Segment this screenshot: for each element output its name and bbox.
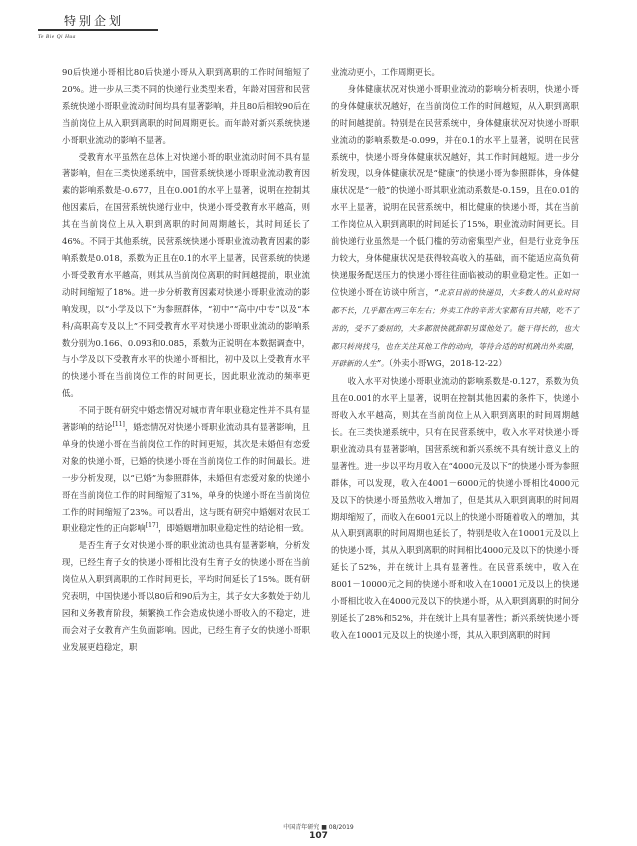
paragraph [62,402,310,537]
section-pinyin: Te Bie Qi Hua [38,34,76,40]
paragraph: 是否生育子女对快递小哥的职业流动也具有显著影响，分析发现，已经生育子女的快递小哥相比没有生育子女的快递小哥在当前岗位从入职到离职的工作时间更长，平均时间延长了15%。既有研究表明，中国快递小哥以80后和90后为主，其子女大多数处于幼儿园和义务教育阶段，频繁换工作会造成快递小哥收入的不稳定，进而会对子女教育产生负面影响。因此，已经生育子女的快递小哥职业发展更趋稳定，职 [62,540,310,652]
journal-name: 中国青年研究 [283,824,320,831]
page-number: 107 [309,831,328,841]
paragraph-text: ，即婚姻增加职业稳定性的结论相一致。 [158,523,309,534]
running-header [38,12,158,48]
left-column [62,64,310,656]
paragraph-text: 不同于既有研究中婚恋情况对城市青年职业稳定性并不具有显著影响的结论 [62,405,310,433]
paragraph: 收入水平对快递小哥职业流动的影响系数是-0.127，系数为负且在0.001的水平上显著，说明在控制其他因素的条件下，快递小哥收入水平越高，则其在当前岗位上从入职到离职的时间周期越长。在三类快递系统中，只有在民营系统中，收入水平对快递小哥职业流动具有显著影响，国营系统和新兴系统不具有统计意义上的显著性。进一步以平均月收入在“4000元及以下”的快递小哥为参照群体，可以发现，收入在4001－6000元的快递小哥相比4000元及以下的快递小哥虽然收入增加了，但是其从入职到离职的时间周期却缩短了，而收入在6001元以上的快递小哥随着收入的增加，其从入职到离职的时间周期也延长了，特别是收入在10001元及以上的快递小哥，其从入职到离职的时间相比4000元及以下的快递小哥延长了52%，并在统计上具有显著性。在民营系统中，收入在8001－10000元之间的快递小哥和收入在10001元及以上的快递小哥相比收入在4000元及以下的快递小哥，从入职到离职的时间分别延长了28%和52%，并在统计上具有显著性；新兴系统快递小哥收入在10001元及以上的快递小哥，其从入职到离职的时间 [331,376,579,640]
issue-number: 08/2019 [328,824,354,831]
quote-source: （外卖小哥WG，2018-12-22） [388,358,507,369]
right-column [331,64,579,644]
citation-ref: [17] [145,522,159,530]
paragraph: 90后快递小哥相比80后快递小哥从入职到离职的工作时间缩短了20%。进一步从三类不同的快递行业类型来看，年龄对国营和民营系统快递小哥职业流动时间均具有显著影响，并且80后相较90后在当前岗位上从入职到离职的时间周期更长。而年龄对新兴系统快递小哥职业流动的影响不显著。 [62,67,310,145]
paragraph: 受教育水平虽然在总体上对快递小哥的职业流动时间不具有显著影响，但在三类快递系统中，国营系统快递小哥职业流动教育因素的影响系数是-0.677，且在0.001的水平上显著，说明在控制其他因素后，在国营系统快递行业中，快递小哥受教育水平越高，则其在当前岗位上从入职到离职的时间周期越长，其时间延长了46%。不同于其他系统，民营系统快递小哥职业流动教育因素的影响系数是0.018，系数为正且在0.1的水平上显著，民营系统的快递小哥受教育水平越高，则其从当前岗位离职的时间越提前，职业流动时间缩短了18%。进一步分析教育因素对快递小哥职业流动的影响发现，以“小学及以下”为参照群体，“初中”“高中/中专”以及“本科/高职高专及以上”不同受教育水平对快递小哥职业流动的影响系数分别为0.166、0.093和0.085，系数为正说明在本数据调查中，与小学及以下受教育水平的快递小哥相比，初中及以上受教育水平的快递小哥在当前岗位工作的时间更长，因此职业流动的频率更低。 [62,151,310,399]
section-title: 特别企划 [64,14,125,28]
paragraph: 业流动更小，工作周期更长。 [331,67,440,77]
paragraph-text: 身体健康状况对快递小哥职业流动的影响分析表明，快递小哥的身体健康状况越好，在当前岗位工作的时间越短，从入职到离职的时间越提前。特别是在民营系统中，身体健康状况对快递小哥职业流动的影响系数是-0.099，并在0.1的水平上显著，说明在民营系统中，快递小哥身体健康状况越好，其工作时间越短。进一步分析发现，以身体健康状况是“健康”的快递小哥为参照群体，身体健康状况是“一般”的快递小哥其职业流动系数是-0.159，且在0.01的水平上显著，说明在民营系统中，相比健康的快递小哥，其在当前工作岗位从入职到离职的时间延长了15%，职业流动时间更长。目前快递行业虽然是一个低门槛的劳动密集型产业，但是行业竞争压力较大，身体健康状况是获得较高收入的基础，而不能适应高负荷快递服务配送压力的快递小哥往往面临被动的职业稳定性。正如一位快递小哥在访谈中所言， [331,83,579,297]
footer-line: 中国青年研究 ■ 08/2019 [283,824,354,831]
page-footer [0,822,637,842]
interview-quote: “北京目前的快递员，大多数人的从业时间都不长，几乎都在两三年左右；外卖工作的辛苦大家都有目共睹，吃不了苦的，受不了委屈的，大多都很快就辞职另谋他处了。能干得长的，也大都只转岗找马，也在关注其他工作的动向，等待合适的时机跳出外卖圈，开辟新的人生”。 [331,287,579,369]
paragraph-text: ，婚恋情况对快递小哥职业流动具有显著影响，且单身的快递小哥在当前岗位工作的时间更短，其次是未婚但有恋爱对象的快递小哥，已婚的快递小哥在当前岗位工作的时间最长。进一步分析发现，以“已婚”为参照群体，未婚但有恋爱对象的快递小哥在当前岗位工作的时间缩短了31%，单身的快递小哥在当前岗位工作的时间缩短了23%。可以看出，这与既有研究中婚姻对农民工职业稳定性的正向影响 [62,422,311,534]
header-rule [38,29,158,31]
paragraph [331,81,579,373]
citation-ref: [11] [112,421,125,429]
